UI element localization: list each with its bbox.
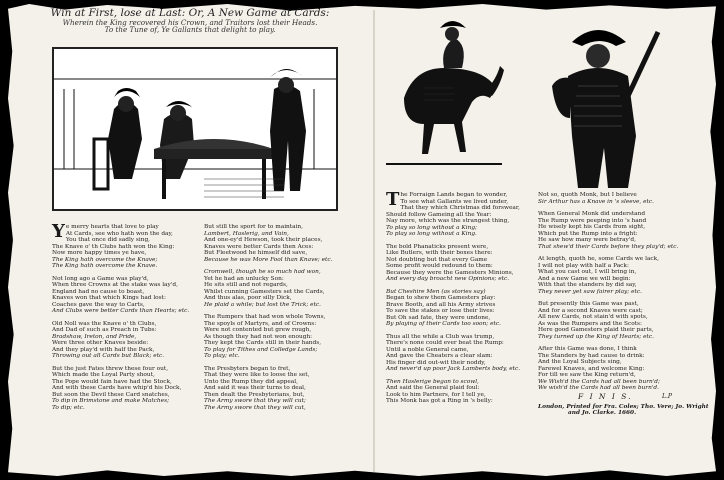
- verse-line: They kept the Cards still in their hands,: [204, 340, 322, 346]
- verse-line: I will not play with half a Pack:: [538, 262, 629, 269]
- verse-line: And said the General plaid foul:: [386, 385, 480, 391]
- verse-line: Because they were the Gamesters Minions,: [386, 269, 514, 276]
- verse-line: And said it was their turns to deal,: [204, 385, 306, 391]
- verse-line: Some profit would redound to them:: [386, 263, 493, 269]
- verse-line: Whilst cunning Gamesters set the Cards,: [204, 288, 325, 295]
- verse-line: All new Cards, not stain'd with spots,: [538, 314, 648, 320]
- verse-line: After this Game was done, I think: [538, 346, 637, 352]
- verse-line: Not long ago a Game was play'd,: [52, 275, 149, 282]
- verse-line: He wisely kept his Cards from sight,: [538, 224, 646, 230]
- verse-line: Knaves were better Cards then Aces:: [204, 243, 314, 250]
- verse-line: And Dad of such as Preach in Tubs:: [52, 327, 157, 333]
- text-column-3: [386, 189, 521, 405]
- refrain-line: Throwing out all Cards but Black; etc.: [52, 353, 165, 359]
- refrain-line: To play for Tithes and Colledge Lands;: [204, 346, 318, 353]
- verse-line: he Forraign Lands began to wonder,: [400, 192, 508, 198]
- drop-cap: T: [386, 189, 400, 210]
- woodcut-standing-man: [538, 16, 668, 188]
- stanza: [538, 211, 709, 250]
- ballad-title: [30, 8, 350, 33]
- verse-line: Nay more, which was the strangest thing,: [386, 218, 510, 224]
- verse-line: As was the Rumpers and the Scots:: [538, 320, 642, 327]
- stanza: [386, 334, 520, 373]
- refrain-line: To play so long without a King;: [386, 224, 477, 231]
- refrain-line: We wish'd the Cards had all been burn'd.: [538, 385, 659, 391]
- main-title: Win at First, lose at Last: Or, A New Game at Cards:: [50, 7, 330, 19]
- verse-line: And a new Game we will begin:: [538, 275, 631, 282]
- verse-line: Were three other Knaves beside:: [52, 340, 149, 346]
- stanza: [204, 269, 332, 308]
- stanza: [204, 314, 332, 360]
- verse-line: Not doubting but that every Game: [386, 256, 488, 263]
- stanza: [538, 256, 709, 295]
- verse-line: This Monk has got a Ring in 's belly:: [386, 398, 493, 404]
- verse-line: Not so, quoth Monk, but I believe: [538, 192, 637, 198]
- text-column-4: [538, 192, 709, 417]
- stanza: [52, 221, 189, 270]
- verse-line: But the just Fates threw these four out,: [52, 365, 169, 372]
- verse-line: There's none could ever beat the Rump:: [386, 340, 504, 346]
- verse-line: The bold Phanaticks present were,: [386, 243, 489, 250]
- verse-line: That they which Christmas did forswear,: [400, 205, 520, 211]
- page-fold: [373, 10, 375, 472]
- verse-line: But Fleetwood he himself did save,: [204, 250, 308, 256]
- verse-line: Then dealt the Presbyterians, but,: [204, 391, 305, 398]
- verse-line: Were not contented but grew rough,: [204, 327, 312, 333]
- verse-line: The Rump were peeping into 's hand: [538, 217, 647, 224]
- stanza: [538, 192, 709, 205]
- subtitle: Wherein the King recovered his Crown, and Traitors lost their Heads.: [62, 17, 318, 27]
- verse-line: When three Crowns at the stake was lay'd,: [52, 282, 178, 288]
- verse-line: What you cast out, I will bring in,: [538, 269, 637, 275]
- verse-line: Knaves won that which Kings had lost:: [52, 295, 166, 301]
- woodcut-horseman: [384, 18, 504, 168]
- refrain-line: To play so long without a King.: [386, 231, 477, 237]
- refrain-line: To play; etc.: [204, 353, 240, 359]
- verse-line: He sits still and not regards,: [204, 282, 288, 288]
- verse-line: Then Haslerige began to scowl,: [386, 378, 479, 385]
- verse-line: Cromwell, though he so much had won,: [204, 269, 321, 275]
- text-column-2: [204, 224, 332, 411]
- verse-line: Now more happy times ye have,: [52, 250, 147, 256]
- stanza: [204, 366, 332, 412]
- verse-line: Coaches gave the way to Carts,: [52, 301, 145, 308]
- verse-line: Which made the Loyal Party shout,: [52, 372, 155, 378]
- refrain-line: The Army swore that they will cut;: [204, 398, 306, 404]
- verse-line: And one-ey'd Hewson, took their places,: [204, 237, 323, 243]
- verse-line: And thus alas, poor silly Dick,: [204, 295, 292, 301]
- finis-row: [538, 391, 709, 404]
- refrain-line: The King hath overcome the Knave;: [52, 256, 158, 263]
- verse-line: The Pope would fain have had the Stock,: [52, 378, 172, 385]
- refrain-line: Sir Arthur has a Knave in 's sleeve, etc.: [538, 198, 654, 205]
- stanza: [52, 366, 189, 412]
- refrain-line: To dip in Brimstone and make Matches;: [52, 398, 170, 404]
- printer-initials: L.P: [662, 392, 672, 400]
- verse-line: At length, quoth he, some Cards we lack,: [538, 256, 659, 262]
- stanza: [538, 346, 709, 392]
- verse-line: When General Monk did understand: [538, 211, 646, 217]
- verse-line: The Standers by had cause to drink:: [538, 352, 645, 359]
- verse-line: And gave the Cheaters a clear slam:: [386, 353, 493, 359]
- verse-line: But Cheshire Men (as stories say): [386, 288, 486, 295]
- text-column-1: [52, 221, 190, 411]
- verse-line: To save the stakes or lose their lives:: [386, 308, 495, 314]
- verse-line: You that once did sadly sing,: [65, 237, 151, 243]
- verse-line: He saw how many were betray'd,: [538, 237, 636, 243]
- refrain-line: To dip; etc.: [52, 404, 85, 411]
- verse-line: Brave Booth, and all his Army strives: [386, 301, 496, 308]
- verse-line: His finger did out-wit their noddy,: [386, 359, 486, 366]
- verse-line: But presently this Game was past,: [538, 301, 639, 307]
- verse-line: Yet he had an unlucky Son:: [204, 275, 284, 282]
- verse-line: Should follow Gameing all the Year:: [386, 211, 492, 218]
- verse-line: Bradshaw, Ireton, and Pride,: [52, 333, 137, 340]
- refrain-line: The King hath overcome the Knave.: [52, 263, 158, 269]
- verse-line: Farewel Knaves, and welcome King:: [538, 365, 645, 372]
- refrain-line: We Wish'd the Cards had all been burn'd;: [538, 378, 660, 385]
- woodcut-card-players: [52, 47, 338, 211]
- verse-line: But still the sport for to maintain,: [204, 224, 303, 230]
- stanza: [538, 301, 709, 340]
- stanza: [52, 276, 189, 315]
- verse-line: And with these Cards have whip'd his Dock,: [52, 385, 182, 391]
- verse-line: Old Noll was the Knave o' th Clubs,: [52, 320, 157, 327]
- verse-line: Here good Gamesters plaid their parts,: [538, 327, 654, 333]
- verse-line: Began to shew them Gamesters play:: [386, 295, 496, 301]
- finis: F I N I S.: [578, 391, 633, 401]
- verse-line: To see what Gallants we lived under,: [400, 198, 509, 205]
- refrain-line: And never'd up poor Jack Lamberts body, etc.: [386, 366, 521, 372]
- verse-line: Lambert, Haslerig, and Vain,: [204, 230, 289, 237]
- refrain-line: The Army swore that they will cut,: [204, 404, 306, 411]
- refrain-line: They turned up the King of Hearts; etc.: [538, 333, 654, 340]
- verse-line: Look to him Partners, for I tell ye,: [386, 391, 486, 398]
- tune-line: To the Tune of, Ye Gallants that delight to play.: [104, 24, 276, 34]
- stanza: [52, 321, 189, 360]
- drop-cap: Y: [52, 221, 65, 242]
- verse-line: And for a second Knaves were cast;: [538, 307, 643, 314]
- refrain-line: Because he was More Fool than Knave; etc.: [204, 256, 333, 263]
- refrain-line: And every day broacht new Opinions; etc.: [386, 276, 510, 282]
- refrain-line: They never yet saw fairer play; etc.: [538, 288, 642, 295]
- refrain-line: By playing of their Cards too soon; etc.: [386, 321, 501, 327]
- refrain-line: He plaid a while; but lost the Trick; etc.: [204, 301, 322, 308]
- verse-line: But soon the Devil these Card snatches,: [52, 391, 170, 398]
- stanza: [386, 189, 520, 238]
- verse-line: Like Butlers, with their boxes there:: [386, 250, 493, 256]
- verse-line: And they play'd with half the Pack,: [52, 346, 155, 353]
- verse-line: The Presbyters began to fret,: [204, 365, 291, 372]
- verse-line: Unto the Rump they did appeal,: [204, 378, 298, 385]
- stanza: [386, 244, 520, 283]
- verse-line: Which put the Rump into a fright:: [538, 230, 638, 237]
- stanza: [386, 289, 520, 328]
- verse-line: At Cards, see who hath won the day,: [65, 230, 173, 237]
- verse-line: e merry hearts that love to play: [65, 224, 159, 230]
- verse-line: For till we saw the King return'd,: [538, 372, 636, 378]
- refrain-line: That shew'd their Cards before they play'd; etc.: [538, 243, 679, 250]
- verse-line: That they were like to loose the set,: [204, 372, 310, 378]
- refrain-line: And Clubs were better Cards than Hearts; etc.: [52, 308, 190, 314]
- verse-line: With that the standers by did say,: [538, 282, 637, 288]
- stanza: [204, 224, 332, 263]
- verse-line: Thus all the while a Club was trump,: [386, 333, 495, 340]
- verse-line: England had no cause to boast,: [52, 288, 145, 295]
- verse-line: The Rumpers that had won whole Towns,: [204, 314, 326, 320]
- verse-line: Until a noble General came,: [386, 346, 469, 353]
- verse-line: The spoyls of Martyrs, and of Crowns:: [204, 320, 317, 327]
- imprint-line: London, Printed for Fra. Coles; Tho. Vere; Jo. Wright: [538, 403, 709, 410]
- verse-line: But Oh sad fate, they were undone,: [386, 314, 491, 321]
- verse-line: As though they had not won enough:: [204, 333, 313, 340]
- verse-line: The Knave o' th Clubs hath won the King:: [52, 243, 175, 250]
- stanza: [386, 379, 520, 405]
- imprint-line: and Jo. Clarke. 1660.: [568, 410, 637, 416]
- verse-line: And the Loyal Subjects sing,: [538, 359, 622, 365]
